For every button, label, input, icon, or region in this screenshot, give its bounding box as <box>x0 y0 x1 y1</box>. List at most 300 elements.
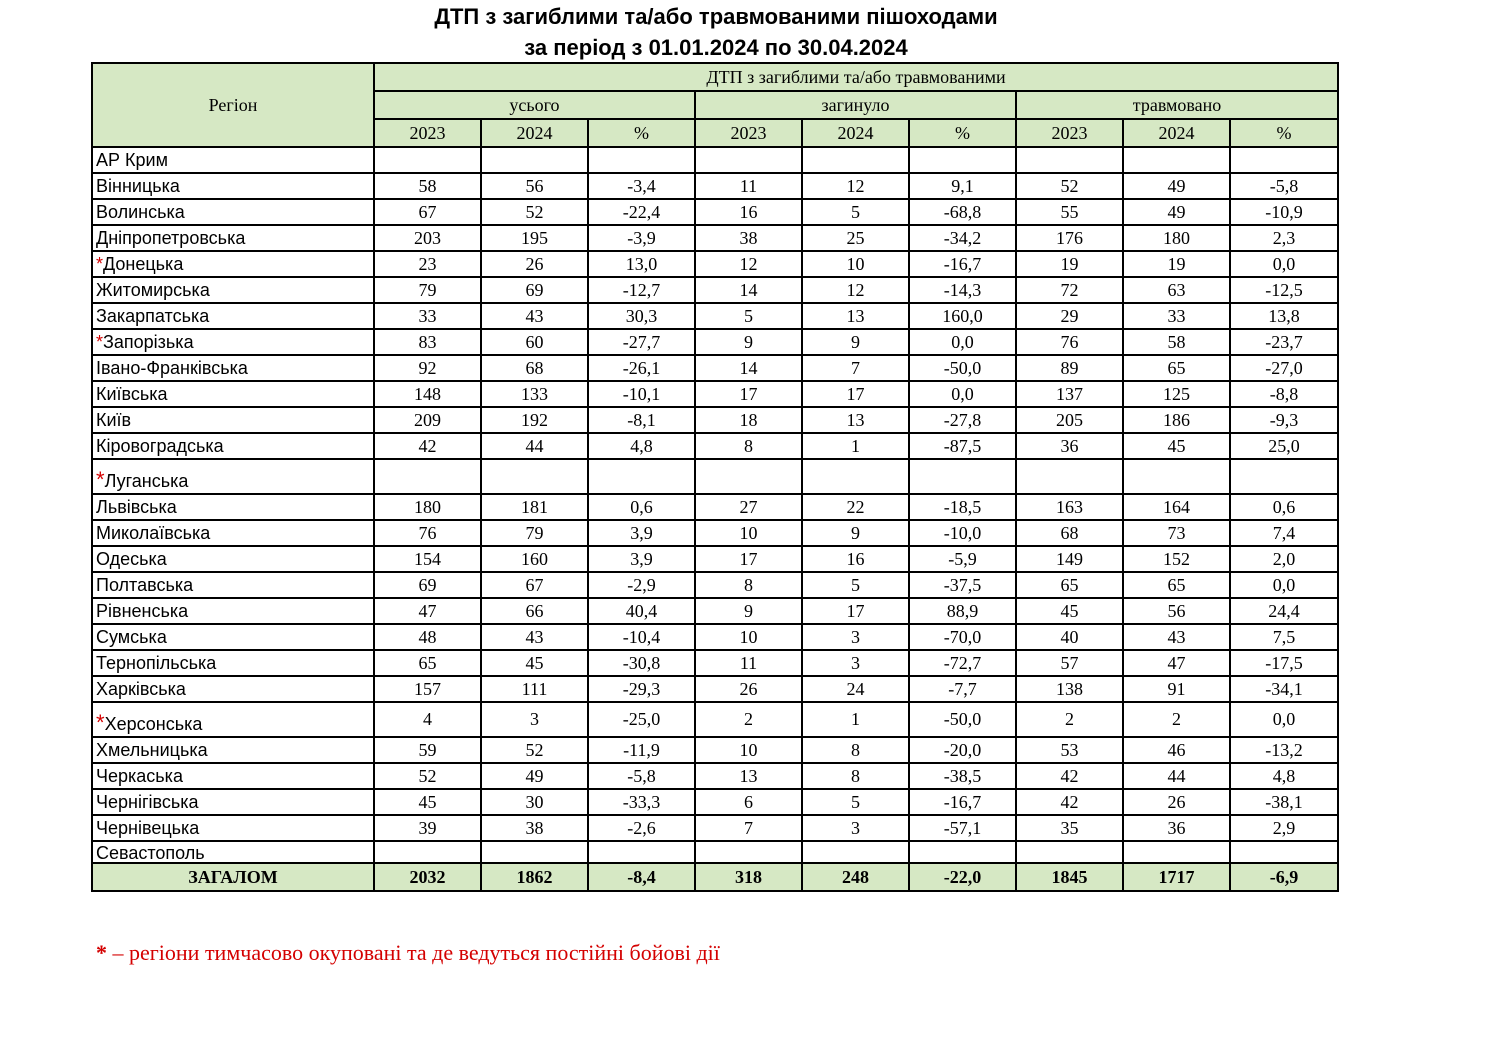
region-name: Івано-Франківська <box>96 357 248 378</box>
col-header: % <box>1230 119 1338 147</box>
value-cell: 133 <box>481 381 588 407</box>
value-cell: 10 <box>695 624 802 650</box>
region-cell <box>92 329 374 355</box>
value-cell: 14 <box>695 355 802 381</box>
value-cell: 9,1 <box>909 173 1016 199</box>
value-cell: -3,9 <box>588 225 695 251</box>
table-row <box>92 381 1338 407</box>
value-cell: 9 <box>695 598 802 624</box>
value-cell: 10 <box>695 520 802 546</box>
value-cell: 17 <box>802 598 909 624</box>
value-cell: 69 <box>481 277 588 303</box>
value-cell: -14,3 <box>909 277 1016 303</box>
value-cell: 152 <box>1123 546 1230 572</box>
group-header: ДТП з загиблими та/або травмованими <box>374 63 1338 91</box>
value-cell: 88,9 <box>909 598 1016 624</box>
value-cell: 24,4 <box>1230 598 1338 624</box>
value-cell: 40,4 <box>588 598 695 624</box>
region-name: Рівненська <box>96 600 189 621</box>
value-cell: 52 <box>481 737 588 763</box>
value-cell: -3,4 <box>588 173 695 199</box>
value-cell: 2,9 <box>1230 815 1338 841</box>
occupied-marker: * <box>96 253 104 274</box>
occupied-marker: * <box>96 467 105 492</box>
value-cell: 5 <box>802 199 909 225</box>
region-name: Черкаська <box>96 765 183 786</box>
value-cell: 35 <box>1016 815 1123 841</box>
table-header <box>92 63 1338 147</box>
value-cell: 26 <box>1123 789 1230 815</box>
table-row <box>92 459 1338 494</box>
region-name: Одеська <box>96 548 167 569</box>
value-cell: 30,3 <box>588 303 695 329</box>
region-name: Луганська <box>104 471 189 491</box>
value-cell: 56 <box>1123 598 1230 624</box>
value-cell: 3 <box>802 624 909 650</box>
value-cell: 192 <box>481 407 588 433</box>
value-cell: -30,8 <box>588 650 695 676</box>
col-header: 2023 <box>1016 119 1123 147</box>
value-cell: 45 <box>1123 433 1230 459</box>
value-cell: 49 <box>1123 173 1230 199</box>
value-cell: 27 <box>695 494 802 520</box>
total-row <box>92 863 1338 891</box>
value-cell: 157 <box>374 676 481 702</box>
value-cell: 160,0 <box>909 303 1016 329</box>
region-name: Львівська <box>96 496 177 517</box>
value-cell: 39 <box>374 815 481 841</box>
total-cell: 2032 <box>374 863 481 891</box>
table-row <box>92 147 1338 173</box>
region-cell <box>92 702 374 737</box>
value-cell: 44 <box>1123 763 1230 789</box>
value-cell: -10,4 <box>588 624 695 650</box>
value-cell: 8 <box>695 572 802 598</box>
value-cell: 47 <box>1123 650 1230 676</box>
value-cell: 46 <box>1123 737 1230 763</box>
value-cell: 209 <box>374 407 481 433</box>
region-name: Херсонська <box>104 714 203 734</box>
value-cell: -37,5 <box>909 572 1016 598</box>
subheader-total: усього <box>374 91 695 119</box>
value-cell: 59 <box>374 737 481 763</box>
value-cell: 36 <box>1016 433 1123 459</box>
col-header: % <box>909 119 1016 147</box>
value-cell: 149 <box>1016 546 1123 572</box>
value-cell: 76 <box>374 520 481 546</box>
value-cell: 65 <box>1016 572 1123 598</box>
value-cell: 38 <box>481 815 588 841</box>
value-cell: 33 <box>374 303 481 329</box>
value-cell: 4 <box>374 702 481 737</box>
value-cell: 44 <box>481 433 588 459</box>
table-row <box>92 650 1338 676</box>
value-cell: -8,8 <box>1230 381 1338 407</box>
value-cell: 13,0 <box>588 251 695 277</box>
value-cell: 9 <box>695 329 802 355</box>
total-cell: -22,0 <box>909 863 1016 891</box>
value-cell <box>909 459 1016 494</box>
region-cell <box>92 789 374 815</box>
value-cell: 3,9 <box>588 520 695 546</box>
value-cell: 2 <box>1016 702 1123 737</box>
value-cell: 12 <box>802 277 909 303</box>
region-cell <box>92 303 374 329</box>
value-cell: 56 <box>481 173 588 199</box>
value-cell: 58 <box>374 173 481 199</box>
value-cell: 12 <box>695 251 802 277</box>
value-cell: 9 <box>802 520 909 546</box>
region-name: Харківська <box>96 678 186 699</box>
value-cell: 186 <box>1123 407 1230 433</box>
value-cell: -33,3 <box>588 789 695 815</box>
region-cell <box>92 173 374 199</box>
value-cell: 160 <box>481 546 588 572</box>
value-cell: 154 <box>374 546 481 572</box>
value-cell: -38,5 <box>909 763 1016 789</box>
total-cell: -8,4 <box>588 863 695 891</box>
value-cell: 8 <box>802 763 909 789</box>
value-cell <box>909 147 1016 173</box>
value-cell <box>695 841 802 863</box>
value-cell <box>588 459 695 494</box>
value-cell: 5 <box>802 789 909 815</box>
value-cell: -10,1 <box>588 381 695 407</box>
value-cell: -27,0 <box>1230 355 1338 381</box>
value-cell: 13 <box>802 407 909 433</box>
value-cell: 180 <box>374 494 481 520</box>
value-cell <box>909 841 1016 863</box>
value-cell: -9,3 <box>1230 407 1338 433</box>
value-cell: -25,0 <box>588 702 695 737</box>
value-cell: 72 <box>1016 277 1123 303</box>
value-cell: -72,7 <box>909 650 1016 676</box>
total-cell: 318 <box>695 863 802 891</box>
value-cell: 22 <box>802 494 909 520</box>
region-cell <box>92 381 374 407</box>
region-cell <box>92 650 374 676</box>
col-header: 2023 <box>374 119 481 147</box>
value-cell: 9 <box>802 329 909 355</box>
table-row <box>92 277 1338 303</box>
value-cell: 125 <box>1123 381 1230 407</box>
table-row <box>92 494 1338 520</box>
value-cell: 17 <box>802 381 909 407</box>
value-cell: -68,8 <box>909 199 1016 225</box>
value-cell: 23 <box>374 251 481 277</box>
value-cell: 13,8 <box>1230 303 1338 329</box>
value-cell: 42 <box>374 433 481 459</box>
table-row <box>92 676 1338 702</box>
value-cell: 163 <box>1016 494 1123 520</box>
value-cell: 7 <box>802 355 909 381</box>
table-row <box>92 763 1338 789</box>
value-cell <box>802 841 909 863</box>
region-name: Дніпропетровська <box>96 227 246 248</box>
region-cell <box>92 598 374 624</box>
value-cell: 79 <box>481 520 588 546</box>
value-cell: 67 <box>374 199 481 225</box>
value-cell: -2,9 <box>588 572 695 598</box>
total-label: ЗАГАЛОМ <box>92 863 374 891</box>
value-cell: 45 <box>1016 598 1123 624</box>
region-cell <box>92 737 374 763</box>
value-cell: 65 <box>1123 572 1230 598</box>
table-row <box>92 572 1338 598</box>
region-cell <box>92 572 374 598</box>
value-cell: 195 <box>481 225 588 251</box>
value-cell <box>1016 147 1123 173</box>
value-cell: 25,0 <box>1230 433 1338 459</box>
value-cell <box>1230 841 1338 863</box>
region-name: Тернопільська <box>96 652 217 673</box>
value-cell: 205 <box>1016 407 1123 433</box>
value-cell: -16,7 <box>909 789 1016 815</box>
value-cell <box>1230 459 1338 494</box>
value-cell: 26 <box>481 251 588 277</box>
value-cell <box>588 841 695 863</box>
value-cell: 42 <box>1016 789 1123 815</box>
value-cell: 7,4 <box>1230 520 1338 546</box>
value-cell: 0,0 <box>1230 251 1338 277</box>
total-cell: 1717 <box>1123 863 1230 891</box>
value-cell: -23,7 <box>1230 329 1338 355</box>
value-cell: 111 <box>481 676 588 702</box>
value-cell: 26 <box>695 676 802 702</box>
value-cell: -50,0 <box>909 355 1016 381</box>
value-cell <box>802 147 909 173</box>
value-cell: 24 <box>802 676 909 702</box>
value-cell: 92 <box>374 355 481 381</box>
value-cell: -2,6 <box>588 815 695 841</box>
table-row <box>92 598 1338 624</box>
value-cell: 137 <box>1016 381 1123 407</box>
value-cell: -10,0 <box>909 520 1016 546</box>
statistics-table <box>91 62 1339 892</box>
col-header: 2024 <box>1123 119 1230 147</box>
value-cell <box>1123 147 1230 173</box>
region-name: Сумська <box>96 626 167 647</box>
value-cell: -57,1 <box>909 815 1016 841</box>
region-header: Регіон <box>92 63 374 147</box>
region-cell <box>92 494 374 520</box>
table-row <box>92 702 1338 737</box>
value-cell: 2 <box>1123 702 1230 737</box>
value-cell <box>374 147 481 173</box>
value-cell <box>374 841 481 863</box>
value-cell: 36 <box>1123 815 1230 841</box>
col-header: % <box>588 119 695 147</box>
value-cell <box>1123 459 1230 494</box>
region-cell <box>92 147 374 173</box>
value-cell: 63 <box>1123 277 1230 303</box>
value-cell <box>1016 459 1123 494</box>
occupied-marker: * <box>96 710 105 735</box>
table-row <box>92 329 1338 355</box>
value-cell: 65 <box>374 650 481 676</box>
region-cell <box>92 407 374 433</box>
region-name: Запорізька <box>103 331 194 352</box>
value-cell: -12,7 <box>588 277 695 303</box>
region-cell <box>92 763 374 789</box>
value-cell: 7 <box>695 815 802 841</box>
value-cell: 176 <box>1016 225 1123 251</box>
value-cell: 49 <box>481 763 588 789</box>
value-cell: 19 <box>1123 251 1230 277</box>
table-row <box>92 199 1338 225</box>
table-row <box>92 303 1338 329</box>
value-cell <box>1123 841 1230 863</box>
value-cell: 25 <box>802 225 909 251</box>
value-cell: 138 <box>1016 676 1123 702</box>
page-title: ДТП з загиблими та/або травмованими пішоходами <box>434 4 998 29</box>
value-cell: 164 <box>1123 494 1230 520</box>
value-cell: 68 <box>481 355 588 381</box>
value-cell <box>481 841 588 863</box>
table-row <box>92 520 1338 546</box>
value-cell: -5,8 <box>588 763 695 789</box>
total-cell: 248 <box>802 863 909 891</box>
value-cell: 55 <box>1016 199 1123 225</box>
region-cell <box>92 199 374 225</box>
col-header: 2024 <box>481 119 588 147</box>
region-cell <box>92 355 374 381</box>
subheader-killed: загинуло <box>695 91 1016 119</box>
table-row <box>92 407 1338 433</box>
footnote-star: * <box>96 940 107 965</box>
value-cell: 17 <box>695 381 802 407</box>
region-name: Кіровоградська <box>96 435 224 456</box>
value-cell <box>481 147 588 173</box>
region-cell <box>92 624 374 650</box>
value-cell: 91 <box>1123 676 1230 702</box>
value-cell: 0,6 <box>588 494 695 520</box>
table-row <box>92 789 1338 815</box>
table-row <box>92 225 1338 251</box>
value-cell: 60 <box>481 329 588 355</box>
table-body <box>92 147 1338 863</box>
region-name: Полтавська <box>96 574 194 595</box>
table-row <box>92 251 1338 277</box>
value-cell: 52 <box>1016 173 1123 199</box>
value-cell <box>374 459 481 494</box>
value-cell: -16,7 <box>909 251 1016 277</box>
value-cell: 76 <box>1016 329 1123 355</box>
value-cell: -22,4 <box>588 199 695 225</box>
value-cell: 6 <box>695 789 802 815</box>
table-row <box>92 433 1338 459</box>
value-cell: 8 <box>802 737 909 763</box>
value-cell: 203 <box>374 225 481 251</box>
value-cell: 0,0 <box>1230 702 1338 737</box>
region-name: Київська <box>96 383 168 404</box>
region-name: Донецька <box>103 253 184 274</box>
value-cell: 43 <box>481 624 588 650</box>
value-cell: 13 <box>695 763 802 789</box>
value-cell: -34,2 <box>909 225 1016 251</box>
value-cell: -13,2 <box>1230 737 1338 763</box>
table-row <box>92 815 1338 841</box>
value-cell <box>695 459 802 494</box>
region-cell <box>92 433 374 459</box>
value-cell: -10,9 <box>1230 199 1338 225</box>
region-name: Київ <box>96 409 132 430</box>
value-cell: 83 <box>374 329 481 355</box>
value-cell: 67 <box>481 572 588 598</box>
total-cell: -6,9 <box>1230 863 1338 891</box>
value-cell: 10 <box>695 737 802 763</box>
value-cell: 2,3 <box>1230 225 1338 251</box>
value-cell: -18,5 <box>909 494 1016 520</box>
page-subtitle: за період з 01.01.2024 по 30.04.2024 <box>524 35 908 60</box>
region-name: Вінницька <box>96 175 180 196</box>
total-cell: 1845 <box>1016 863 1123 891</box>
value-cell: -29,3 <box>588 676 695 702</box>
value-cell: 89 <box>1016 355 1123 381</box>
region-cell <box>92 520 374 546</box>
value-cell: 0,0 <box>1230 572 1338 598</box>
region-cell <box>92 841 374 863</box>
value-cell: 11 <box>695 173 802 199</box>
value-cell: 2,0 <box>1230 546 1338 572</box>
region-cell <box>92 277 374 303</box>
value-cell: 19 <box>1016 251 1123 277</box>
value-cell: 14 <box>695 277 802 303</box>
value-cell: 45 <box>374 789 481 815</box>
value-cell: -20,0 <box>909 737 1016 763</box>
value-cell: 38 <box>695 225 802 251</box>
value-cell: -11,9 <box>588 737 695 763</box>
value-cell: 11 <box>695 650 802 676</box>
table-row <box>92 624 1338 650</box>
region-name: АР Крим <box>96 149 168 170</box>
table-row <box>92 841 1338 863</box>
value-cell <box>802 459 909 494</box>
value-cell: 52 <box>374 763 481 789</box>
value-cell: 43 <box>1123 624 1230 650</box>
value-cell: 12 <box>802 173 909 199</box>
region-cell <box>92 225 374 251</box>
value-cell: 47 <box>374 598 481 624</box>
value-cell: 181 <box>481 494 588 520</box>
value-cell: 5 <box>695 303 802 329</box>
region-name: Житомирська <box>96 279 210 300</box>
value-cell: 73 <box>1123 520 1230 546</box>
value-cell: 3 <box>802 815 909 841</box>
value-cell: 29 <box>1016 303 1123 329</box>
value-cell: 45 <box>481 650 588 676</box>
table-row <box>92 737 1338 763</box>
table-row <box>92 546 1338 572</box>
value-cell <box>695 147 802 173</box>
value-cell: -17,5 <box>1230 650 1338 676</box>
value-cell: 52 <box>481 199 588 225</box>
value-cell: -5,8 <box>1230 173 1338 199</box>
region-name: Закарпатська <box>96 305 210 326</box>
region-name: Миколаївська <box>96 522 211 543</box>
value-cell: 18 <box>695 407 802 433</box>
value-cell: 0,0 <box>909 381 1016 407</box>
value-cell: 5 <box>802 572 909 598</box>
region-cell <box>92 459 374 494</box>
value-cell <box>1016 841 1123 863</box>
total-cell: 1862 <box>481 863 588 891</box>
value-cell: -27,8 <box>909 407 1016 433</box>
value-cell: 43 <box>481 303 588 329</box>
region-name: Волинська <box>96 201 185 222</box>
value-cell: 4,8 <box>588 433 695 459</box>
value-cell: 30 <box>481 789 588 815</box>
